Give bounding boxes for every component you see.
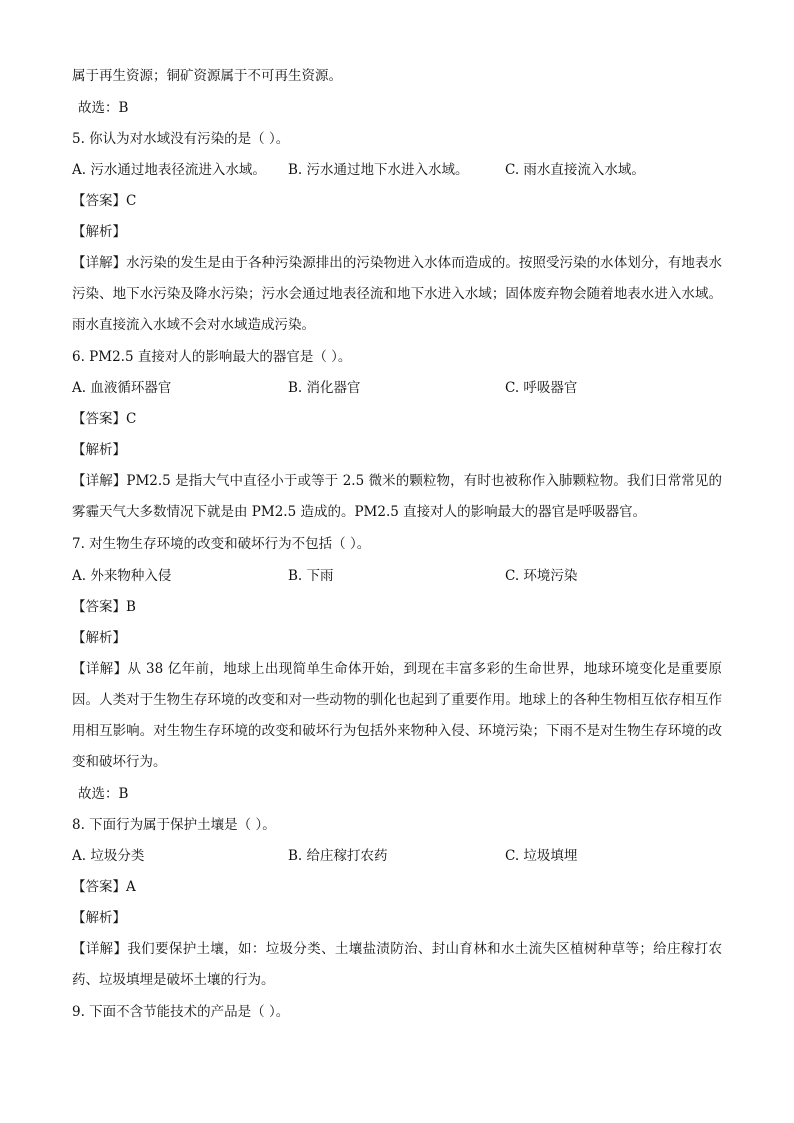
question-7: 7. 对生物生存环境的改变和破坏行为不包括（ ）。 bbox=[72, 536, 371, 552]
question-8: 8. 下面行为属于保护土壤是（ ）。 bbox=[72, 817, 276, 833]
q8-detail: 【详解】我们要保护土壤，如：垃圾分类、土壤盐渍防治、封山育林和水土流失区植树种草等；给庄稼打农药、垃圾填埋是破坏土壤的行为。 bbox=[72, 941, 722, 988]
question-5: 5. 你认为对水域没有污染的是（ ）。 bbox=[72, 131, 290, 147]
q8-analysis-label: 【解析】 bbox=[72, 910, 126, 926]
q8-option-c: C. 垃圾填埋 bbox=[505, 848, 578, 864]
question-6: 6. PM2.5 直接对人的影响最大的器官是（ ）。 bbox=[72, 349, 352, 365]
q5-option-b: B. 污水通过地下水进入水域。 bbox=[288, 162, 469, 178]
q7-option-c: C. 环境污染 bbox=[505, 568, 578, 584]
q8-option-a: A. 垃圾分类 bbox=[72, 848, 145, 864]
q6-option-b: B. 消化器官 bbox=[288, 380, 361, 396]
continued-text: 属于再生资源；铜矿资源属于不可再生资源。 bbox=[72, 68, 342, 84]
q6-option-a: A. 血液循环器官 bbox=[72, 380, 172, 396]
q6-option-c: C. 呼吸器官 bbox=[505, 380, 578, 396]
q5-analysis-label: 【解析】 bbox=[72, 224, 126, 240]
q8-answer: 【答案】A bbox=[72, 879, 136, 895]
question-9: 9. 下面不含节能技术的产品是（ ）。 bbox=[72, 1004, 290, 1020]
q6-analysis-label: 【解析】 bbox=[72, 442, 126, 458]
q7-analysis-label: 【解析】 bbox=[72, 630, 126, 646]
q5-answer: 【答案】C bbox=[72, 193, 137, 209]
q7-choice: 故选：B bbox=[78, 786, 129, 802]
q5-detail: 【详解】水污染的发生是由于各种污染源排出的污染物进入水体而造成的。按照受污染的水体划分，有地表水污染、地下水污染及降水污染；污水会通过地表径流和地下水进入水域；固体废弃物会随着地表水进入水域。雨水直接流入水域不会对水域造成污染。 bbox=[72, 255, 722, 333]
q7-detail: 【详解】从 38 亿年前，地球上出现简单生命体开始，到现在丰富多彩的生命世界，地球环境变化是重要原因。人类对于生物生存环境的改变和对一些动物的驯化也起到了重要作用。地球上的各种生物相互依存相互作用相互影响。对生物生存环境的改变和破坏行为包括外来物种入侵、环境污染；下雨不是对生物生存环境的改变和破坏行为。 bbox=[72, 661, 722, 770]
q5-option-c: C. 雨水直接流入水域。 bbox=[505, 162, 645, 178]
previous-choice: 故选：B bbox=[78, 100, 129, 116]
q6-answer: 【答案】C bbox=[72, 411, 137, 427]
q7-option-a: A. 外来物种入侵 bbox=[72, 568, 172, 584]
q8-option-b: B. 给庄稼打农药 bbox=[288, 848, 388, 864]
q6-detail: 【详解】PM2.5 是指大气中直径小于或等于 2.5 微米的颗粒物，有时也被称作入肺颗粒物。我们日常常见的雾霾天气大多数情况下就是由 PM2.5 造成的。PM2.5 直接对人的影响最大的器官是呼吸器官。 bbox=[72, 473, 722, 520]
q7-answer: 【答案】B bbox=[72, 599, 136, 615]
q5-option-a: A. 污水通过地表径流进入水域。 bbox=[72, 162, 266, 178]
q7-option-b: B. 下雨 bbox=[288, 568, 334, 584]
